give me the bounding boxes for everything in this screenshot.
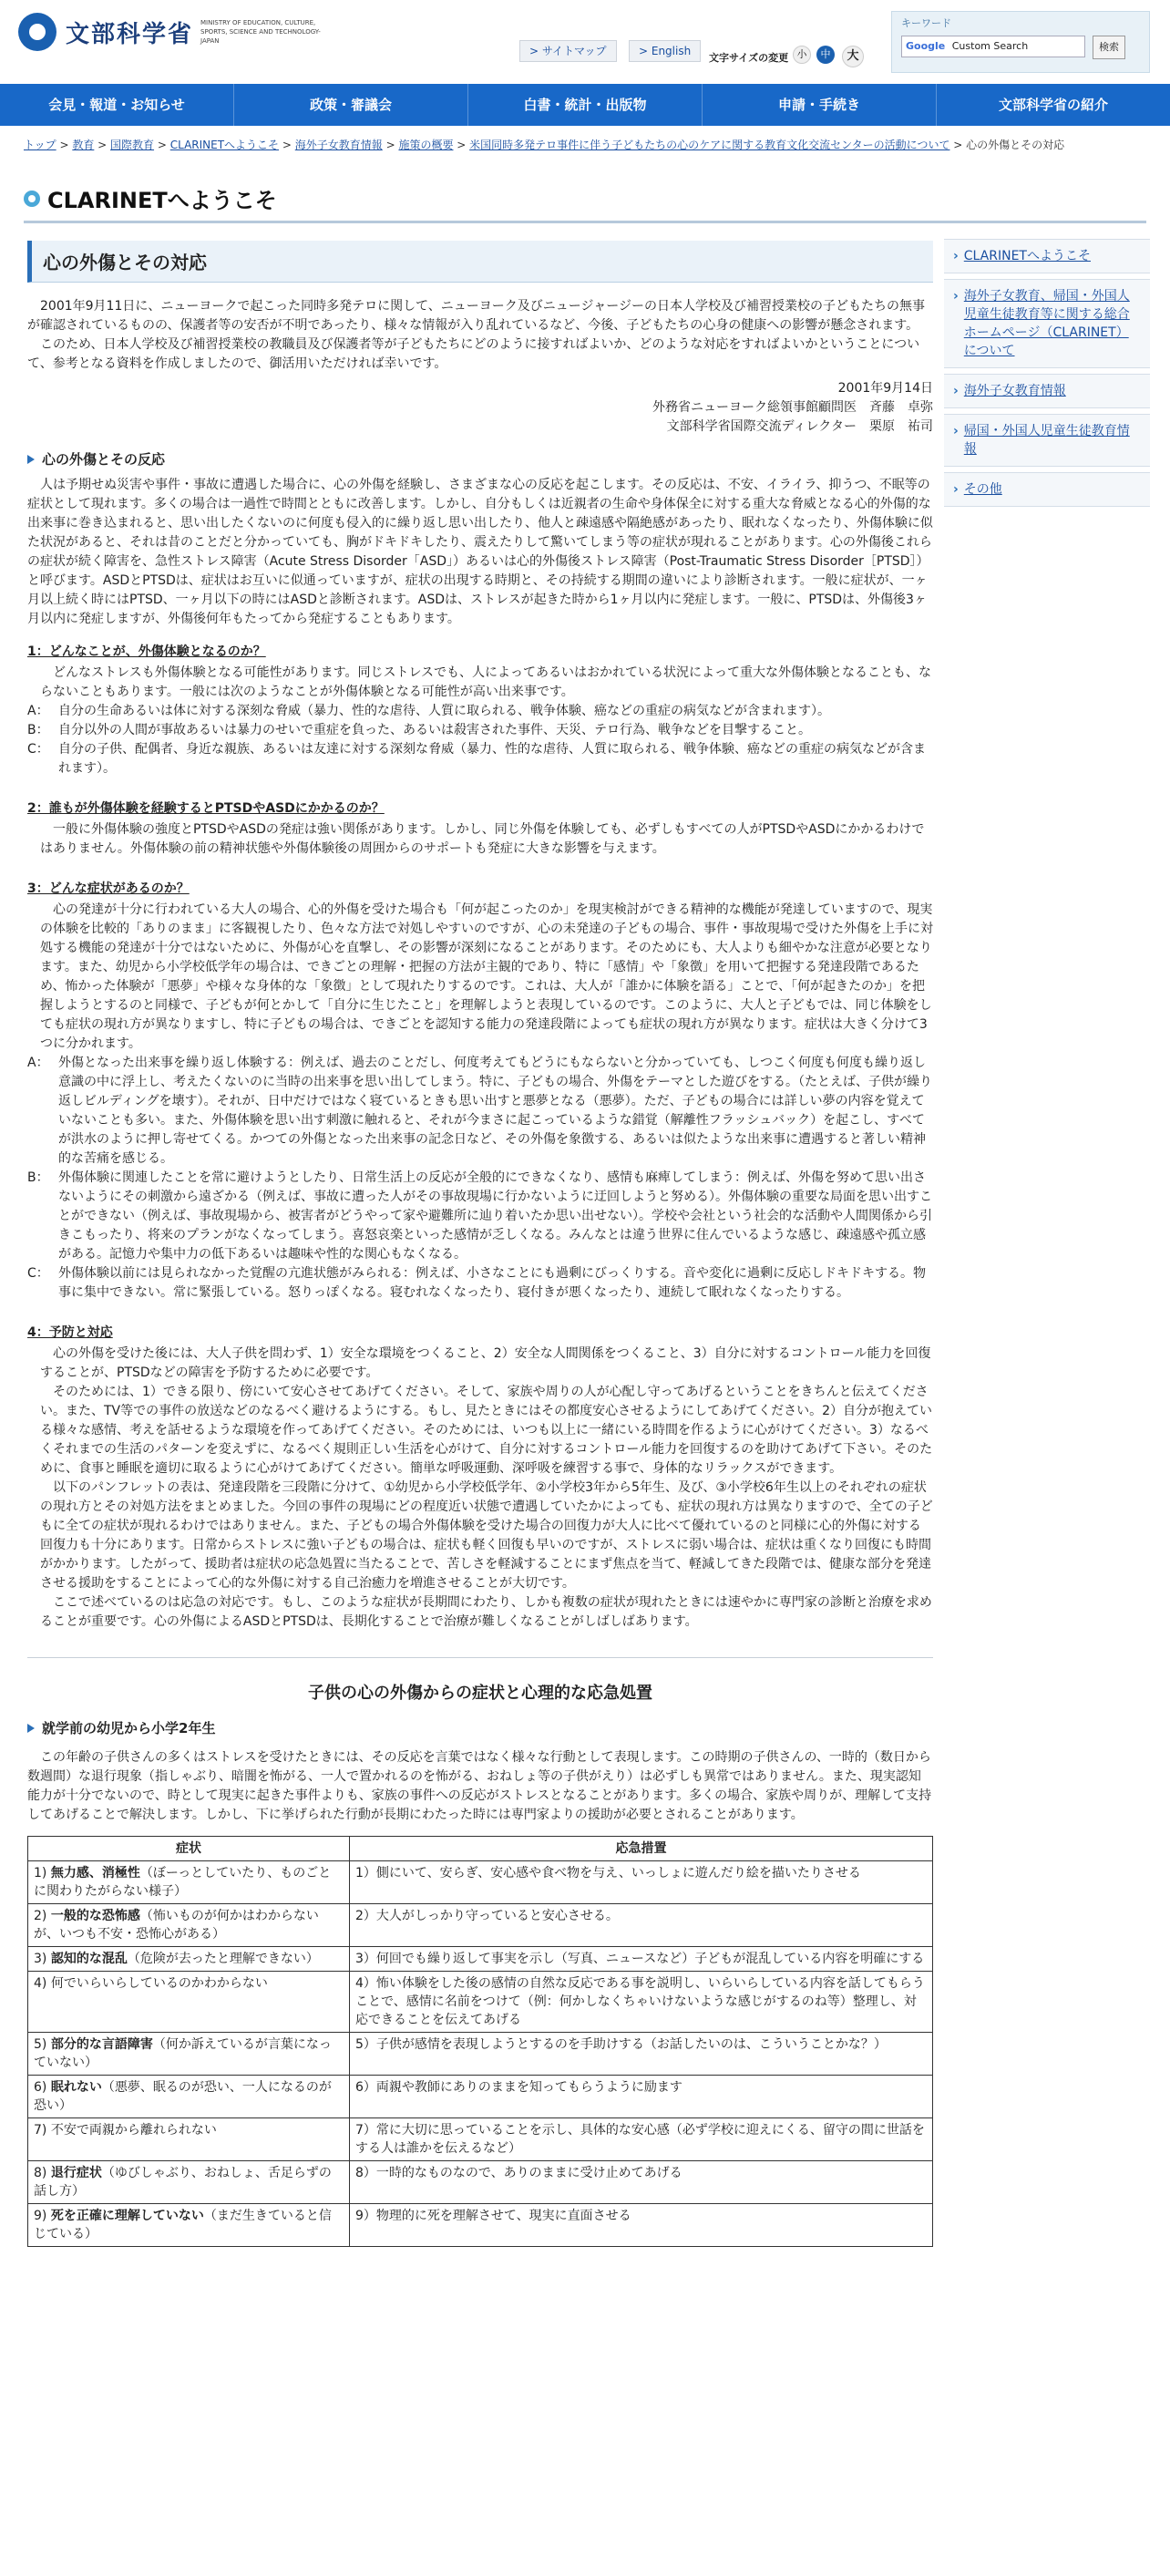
- table-row: [28, 2161, 933, 2204]
- item-key: C：: [27, 1266, 49, 1281]
- row-number: 4): [34, 1976, 47, 1991]
- table-row: [28, 2076, 933, 2118]
- english-link[interactable]: > English: [629, 40, 701, 62]
- sidebar-item-welcome[interactable]: [944, 239, 1150, 273]
- subsection-title: 心の外傷とその反応: [42, 451, 166, 468]
- body-paragraph: 以下のパンフレットの表は、発達段階を三段階に分けて、①幼児から小学校低学年、②小学校3年から5年生、及び、③小学校6年生以上のそれぞれの症状の現れ方とその対処方法をまとめました。今回の事件の現場にどの程度近い状態で遭遇していたかによっても、症状の現れ方は異なりますので、全ての子どもに全ての症状が現れるわけではありません。また、子どもの場合外傷体験を受けた場合の回復力が大人に比べて優れているのと同様に心的外傷に対する回復力も十分にあります。日常からストレスに強い子どもの場合は、症状も軽く回復も早いのですが、ストレスに弱い場合は、症状は重くなり回復にも時間がかかります。したがって、援助者は症状の応急処置に当たることで、苦しさを軽減することにまず焦点を当て、軽減してきた段階では、健康な部分を発達させる援助をすることによって心的な外傷に対する自己治癒力を増進させることが大切です。: [40, 1480, 933, 1591]
- nav-item-publications[interactable]: 白書・統計・出版物: [468, 84, 703, 126]
- search-box: [891, 11, 1150, 73]
- breadcrumb-link[interactable]: CLARINETへようこそ: [169, 139, 280, 151]
- signature: 文部科学省国際交流ディレクター 栗原 祐司: [666, 419, 933, 434]
- sidebar-item-about-clarinet[interactable]: [944, 279, 1150, 368]
- symptom-cell: [28, 1947, 350, 1972]
- symptom-title: 認知的な混乱: [50, 1952, 128, 1966]
- breadcrumb-link[interactable]: 米国同時多発テロ事件に伴う子どもたちの心のケアに関する教育文化交流センターの活動について: [469, 139, 950, 151]
- font-size-large-button[interactable]: 大: [842, 46, 864, 67]
- body-paragraph: 心の外傷を受けた後には、大人子供を問わず、1）安全な環境をつくること、2）安全な人間関係をつくること、3）自分に対するコントロール能力を回復することが、PTSDなどの障害を予防するために必要です。: [40, 1346, 931, 1380]
- section-divider: [27, 1657, 933, 1658]
- row-number: 7): [34, 2123, 47, 2138]
- item-key: C：: [27, 742, 49, 757]
- item-text: 外傷体験以前には見られなかった覚醒の亢進状態がみられる：例えば、小さなことにも過剰にびっくりする。音や変化に過剰に反応しドキドキする。物事に集中できない。常に緊張している。怒りっぽくなる。寝むれなくなったり、寝付きが悪くなったり、連続して眠れなくなったりする。: [58, 1266, 926, 1300]
- sidebar-link[interactable]: 海外子女教育、帰国・外国人児童生徒教育等に関する総合ホームページ（CLARINET）について: [963, 289, 1130, 358]
- symptom-detail: （何か訴えているが言葉になっていない）: [34, 2037, 332, 2070]
- part-heading: 子供の心の外傷からの症状と心理的な応急処置: [308, 1684, 652, 1703]
- sitemap-link[interactable]: > サイトマップ: [519, 40, 617, 62]
- font-size-label: 文字サイズの変更: [709, 52, 789, 64]
- table-header: 応急措置: [350, 1837, 933, 1861]
- site-header: [0, 0, 1170, 75]
- logo-english: MINISTRY OF EDUCATION, CULTURE, SPORTS, SCIENCE AND TECHNOLOGY-JAPAN: [200, 19, 321, 45]
- symptom-detail: （危険が去ったと理解できない）: [127, 1952, 319, 1966]
- body-paragraph: 人は予期せぬ災害や事件・事故に遭遇した場合に、心の外傷を経験し、さまざまな心の反応を起こします。その反応は、不安、イライラ、抑うつ、不眠等の症状として現れます。多くの場合は一過性で時間とともに改善します。しかし、自分もしくは近親者の生命や身体保全に対する重大な脅威となる心的外傷的な出来事に巻き込まれると、思い出したくないのに何度も侵入的に繰り返し思い出したり、他人と疎遠感や隔絶感があったり、眠れなくなったり、外傷体験に似た状況があると、それは昔のことだと分かっていても、胸がドキドキしたり、震えたりして驚いてしまう等の症状が現れることがあります。心の外傷後これらの症状が続く障害を、急性ストレス障害（Acute Stress Disorder「ASD」）あるいは心的外傷後ストレス障害（Post-Traumatic Stress Disorder［PTSD］）と呼びます。ASDとPTSDは、症状はお互いに似通っていますが、症状の出現する時期と、その持続する期間の違いにより診断されます。一般に症状が、一ヶ月以上続く時にはPTSD、一ヶ月以下の時にはASDと診断されます。ASDは、ストレスが起きた時から1ヶ月以内に発症します。一般に、PTSDは、外傷後3ヶ月以内に発症しますが、外傷後何年もたってから発症することもあります。: [27, 478, 933, 626]
- symptom-detail: （ぼーっとしていたり、ものごとに関わりたがらない様子）: [34, 1866, 332, 1899]
- symptom-cell: [28, 1904, 350, 1947]
- font-size-small-button[interactable]: 小: [793, 46, 811, 64]
- symptom-table: [27, 1836, 933, 2247]
- table-row: [28, 1947, 933, 1972]
- symptom-cell: [28, 2204, 350, 2247]
- item-text: 外傷体験に関連したことを常に避けようとしたり、日常生活上の反応が全般的にできなくなり、感情も麻痺してしまう：例えば、外傷を努めて思い出さないようにその刺激から遠ざかる（例えば、事故に遭った人がその事故現場に行かないように迂回しようと努める）。外傷体験の重要な局面を思い出すことができない（例えば、事故現場から、被害者がどうやって家や避難所に辿り着いたか思い出せない）。学校や会社という社会的な活動や人間関係から引きこもったり、将来のプランがなくなってしまう。喜怒哀楽といった感情が乏しくなる。みんなとは違う世界に住んでいるような感じ、疎遠感や孤立感がある。記憶力や集中力の低下あるいは趣味や性的な関心もなくなる。: [58, 1170, 932, 1262]
- row-number: 2): [34, 1909, 47, 1923]
- symptom-title: 部分的な言語障害: [50, 2037, 153, 2052]
- body-paragraph: どんなストレスも外傷体験となる可能性があります。同じストレスでも、人によってあるいはおかれている状況によって重大な外傷体験となることも、ならないこともあります。一般には次のようなことが外傷体験となる可能性が高い出来事です。: [40, 665, 932, 699]
- symptom-cell: [28, 2161, 350, 2204]
- sidebar-item-returnee-education[interactable]: [944, 414, 1150, 467]
- table-row: [28, 2118, 933, 2161]
- sidebar-link[interactable]: その他: [963, 482, 1002, 497]
- subsection-heading: [27, 449, 933, 469]
- chevron-right-icon: ›: [953, 249, 959, 263]
- list-item: [27, 1169, 933, 1264]
- symptom-detail: （ゆびしゃぶり、おねしょ、舌足らずの話し方）: [34, 2166, 332, 2199]
- item-text: 自分以外の人間が事故あるいは暴力のせいで重症を負った、あるいは殺害された事件、天災、テロ行為、戦争などを目撃すること。: [58, 723, 811, 737]
- action-cell: 1）側にいて、安らぎ、安心感や食べ物を与え、いっしょに遊んだり絵を描いたりさせる: [350, 1861, 933, 1904]
- symptom-detail: 不安で両親から離れられない: [50, 2123, 217, 2138]
- nav-item-policy[interactable]: 政策・審議会: [234, 84, 468, 126]
- signature: 外務省ニューヨーク総領事館顧問医 斉藤 卓弥: [652, 400, 933, 415]
- nav-item-procedures[interactable]: 申請・手続き: [703, 84, 937, 126]
- item-text: 自分の子供、配偶者、身近な親族、あるいは友達に対する深刻な脅威（暴力、性的な虐待、人質に取られる、戦争体験、癌などの重症の病気などが含まれます）。: [58, 742, 926, 776]
- action-cell: 4）怖い体験をした後の感情の自然な反応である事を説明し、いらいらしている内容を話してもらうことで、感情に名前をつけて（例：何かしなくちゃいけないような感じがするのね等）整理し、対応できることを伝えてあげる: [350, 1972, 933, 2033]
- action-cell: 7）常に大切に思っていることを示し、具体的な安心感（必ず学校に迎えにくる、留守の間に世話をする人は誰かを伝えるなど）: [350, 2118, 933, 2161]
- site-logo[interactable]: [18, 13, 328, 51]
- symptom-title: 無力感、消極性: [50, 1866, 140, 1880]
- sidebar-link[interactable]: CLARINETへようこそ: [963, 249, 1091, 263]
- triangle-bullet-icon: [27, 1724, 35, 1733]
- chevron-right-icon: ›: [953, 482, 959, 497]
- page-title-text: CLARINETへようこそ: [47, 188, 277, 213]
- symptom-cell: [28, 1861, 350, 1904]
- logo-text: 文部科学省: [66, 20, 194, 48]
- main-content: [27, 241, 933, 2247]
- breadcrumb-link[interactable]: トップ: [24, 139, 56, 151]
- symptom-cell: [28, 2076, 350, 2118]
- sidebar-item-other[interactable]: [944, 472, 1150, 507]
- table-row: [28, 1972, 933, 2033]
- row-number: 5): [34, 2037, 47, 2052]
- search-input[interactable]: [901, 36, 1085, 57]
- item-text: 自分の生命あるいは体に対する深刻な脅威（暴力、性的な虐待、人質に取られる、戦争体験、癌などの重症の病気などが含まれます）。: [58, 704, 830, 718]
- google-logo-text: Google: [906, 40, 946, 52]
- chevron-right-icon: ›: [953, 384, 959, 398]
- body-paragraph: 心の発達が十分に行われている大人の場合、心的外傷を受けた場合も「何が起こったのか」を現実検討ができる精神的な機能が発達していますので、現実の体験を比較的「ありのまま」に客観視したり、色々な方法で対処しやすいのですが、心の未発達の子どもの場合、事件・事故現場で受けた外傷を上手に対処する機能の発達が十分ではないために、外傷が心を直撃し、その影響が深刻になることがあります。そのためにも、大人よりも細やかな注意が必要となります。また、幼児から小学校低学年の場合は、できごとの理解・把握の方法が主観的であり、特に「感情」や「象徴」を用いて把握する発達段階であるため、怖かった体験が「悪夢」や様々な身体的な「象徴」として現れたりするのです。これは、大人が「誰かに体験を語る」ことで、「何が起きたのか」を把握しようとするのと同様で、子どもが何とかして「自分に生じたこと」を理解しようと表現しているのです。このように、大人と子どもでは、同じ体験をしても症状の現れ方が異なりますし、特に子どもの場合は、できごとを認知する能力の発達段階によっても症状の現れ方が異なります。症状は大きく分けて3つに分かれます。: [40, 902, 933, 1051]
- keyword-label: キーワード: [901, 17, 951, 29]
- question-heading: 2：誰もが外傷体験を経験するとPTSDやASDにかかるのか？: [27, 801, 385, 816]
- breadcrumb: トップ > 教育 > 国際教育 > CLARINETへようこそ > 海外子女教育情報 > 施策の概要 > 米国同時多発テロ事件に伴う子どもたちの心のケアに関する教育文化交流センターの活動について > 心の外傷とその対応: [24, 139, 1065, 151]
- table-row: [28, 1861, 933, 1904]
- symptom-title: 一般的な恐怖感: [50, 1909, 140, 1923]
- ministry-logo-icon: [18, 13, 56, 51]
- body-paragraph: この年齢の子供さんの多くはストレスを受けたときには、その反応を言葉ではなく様々な行動として表現します。この時期の子供さんの、一時的（数日から数週間）な退行現象（指しゃぶり、暗闇を怖がる、一人で置かれるのを怖がる、おねしょ等の子供がえり）は必ずしも異常ではありません。また、現実認知能力が十分でないので、時として現実に起きた事件よりも、家族の事件への反応がストレスとなることがあります。多くの場合、家族や周りが、理解して支持してあげることで解決します。しかし、下に挙げられた行動が長期にわたった時には専門家よりの援助が必要とされることがあります。: [27, 1750, 932, 1822]
- date: 2001年9月14日: [837, 381, 933, 396]
- page-title: [24, 182, 277, 214]
- table-header-row: [28, 1837, 933, 1861]
- search-button[interactable]: 検索: [1093, 36, 1125, 59]
- body-paragraph: そのためには、1）できる限り、傍にいて安心させてあげてください。そして、家族や周りの人が心配し守ってあげるということをきちんと伝えてください。また、TV等での事件の放送などのなるべく避けるようにする。もし、見たときにはその都度安心させるようにしてあげてください。2）自分が抱えている様々な感情、考えを話せるような環境を作ってあげてください。そのためには、いつも以上に一緒にいる時間を作るように心がけてください。3）なるべくそれまでの生活のパターンを変えずに、なるべく規則正しい生活を心がけて、自分に対するコントロール能力を回復するのを助けてあげて下さい。そのために、食事と睡眠を適切に取るように心がけてあげてください。簡単な呼吸運動、深呼吸を練習する事で、身体的なリラックスができます。: [40, 1385, 933, 1476]
- question-heading: 3：どんな症状があるのか？: [27, 881, 190, 896]
- row-number: 8): [34, 2166, 47, 2180]
- row-number: 1): [34, 1866, 47, 1880]
- list-item: [27, 702, 933, 721]
- item-key: B：: [27, 723, 49, 737]
- search-placeholder: Custom Search: [951, 40, 1029, 52]
- action-cell: 8）一時的なものなので、ありのままに受け止めてあげる: [350, 2161, 933, 2204]
- body-paragraph: 一般に外傷体験の強度とPTSDやASDの発症は強い関係があります。しかし、同じ外傷を体験しても、必ずしもすべての人がPTSDやASDにかかるわけではありません。外傷体験の前の精神状態や外傷体験後の周囲からのサポートも発症に大きな影響を与えます。: [40, 822, 925, 856]
- title-divider: [24, 221, 1146, 223]
- action-cell: 5）子供が感情を表現しようとするのを手助けする（お話したいのは、こういうことかな？）: [350, 2033, 933, 2076]
- action-cell: 3）何回でも繰り返して事実を示し（写真、ニュースなど）子どもが混乱している内容を明確にする: [350, 1947, 933, 1972]
- sidebar-link[interactable]: 帰国・外国人児童生徒教育情報: [963, 424, 1130, 457]
- body-paragraph: ここで述べているのは応急の対応です。もし、このような症状が長期間にわたり、しかも複数の症状が現れたときには速やかに専門家の診断と治療を求めることが重要です。心の外傷によるASDとPTSDは、長期化することで治療が難しくなることがしばしばあります。: [40, 1595, 932, 1629]
- chevron-right-icon: ›: [953, 424, 959, 438]
- table-row: [28, 2033, 933, 2076]
- breadcrumb-link[interactable]: 施策の概要: [398, 139, 454, 151]
- symptom-title: 退行症状: [50, 2166, 102, 2180]
- row-number: 9): [34, 2209, 47, 2223]
- intro-paragraph: 2001年9月11日に、ニューヨークで起こった同時多発テロに関して、ニューヨーク及びニュージャージーの日本人学校及び補習授業校の子どもたちの無事が確認されているものの、保護者等の安否が不明であったり、様々な情報が入り乱れているなど、今後、子どもたちの心身の健康への影響が懸念されます。: [27, 299, 925, 333]
- list-item: [27, 740, 933, 778]
- circle-bullet-icon: [24, 191, 40, 207]
- breadcrumb-current: 心の外傷とその対応: [966, 139, 1065, 151]
- action-cell: 2）大人がしっかり守っていると安心させる。: [350, 1904, 933, 1947]
- item-key: B：: [27, 1170, 49, 1185]
- symptom-detail: （まだ生きていると信じている）: [34, 2209, 332, 2241]
- symptom-cell: [28, 2118, 350, 2161]
- table-row: [28, 1904, 933, 1947]
- row-number: 3): [34, 1952, 47, 1966]
- list-item: [27, 1054, 933, 1169]
- subsection-title: 就学前の幼児から小学2年生: [42, 1720, 216, 1736]
- intro-paragraph: このため、日本人学校及び補習授業校の教職員及び保護者等が子どもたちにどのように接すればよいか、どのような対応をすればよいかということについて、参考となる資料を作成しましたので、御活用いただければ幸いです。: [27, 337, 920, 371]
- item-text: 外傷となった出来事を繰り返し体験する：例えば、過去のことだし、何度考えてもどうにもならないと分かっていても、しつこく何度も何度も繰り返し意識の中に浮上し、考えたくないのに当時の出来事を思い出してしまう。特に、子どもの場合、外傷をテーマとした遊びをする。（たとえば、子供が繰り返しビルディングを壊す）。それが、日中だけではなく寝ているときも思い出すと悪夢となる（悪夢）。ただ、子どもの場合には詳しい夢の内容を覚えていないことも多い。また、外傷体験を思い出す刺激に触れると、それが今まさに起こっているような錯覚（解離性フラッシュバック）を起こし、すべてが洪水のように押し寄せてくる。かつての外傷となった出来事の記念日など、その外傷を象徴する、あるいは似たような出来事に遭遇すると著しい精神的な苦痛を感じる。: [58, 1056, 932, 1166]
- action-cell: 6）両親や教師にありのままを知ってもらうように励ます: [350, 2076, 933, 2118]
- symptom-cell: [28, 1972, 350, 2033]
- chevron-right-icon: ›: [953, 289, 959, 304]
- sidebar-link[interactable]: 海外子女教育情報: [963, 384, 1066, 398]
- section-heading: 心の外傷とその対応: [27, 241, 933, 283]
- sidebar-item-overseas-education[interactable]: [944, 374, 1150, 408]
- symptom-detail: （悪夢、眠るのが恐い、一人になるのが恐い）: [34, 2080, 332, 2113]
- symptom-title: 眠れない: [50, 2080, 102, 2095]
- symptom-title: 死を正確に理解していない: [50, 2209, 204, 2223]
- item-key: A：: [27, 704, 49, 718]
- question-heading: 1：どんなことが、外傷体験となるのか？: [27, 644, 266, 659]
- nav-item-about[interactable]: 文部科学省の紹介: [998, 97, 1108, 113]
- table-header: 症状: [28, 1837, 350, 1861]
- symptom-detail: 何でいらいらしているのかわからない: [50, 1976, 268, 1991]
- question-heading: 4：予防と対応: [27, 1325, 113, 1340]
- font-size-medium-button[interactable]: 中: [816, 46, 835, 64]
- item-key: A：: [27, 1056, 49, 1070]
- breadcrumb-link[interactable]: 国際教育: [110, 139, 155, 151]
- global-nav: [0, 84, 1170, 126]
- row-number: 6): [34, 2080, 47, 2095]
- nav-item-news[interactable]: 会見・報道・お知らせ: [0, 84, 234, 126]
- action-cell: 9）物理的に死を理解させて、現実に直面させる: [350, 2204, 933, 2247]
- list-item: [27, 721, 933, 740]
- list-item: [27, 1264, 933, 1303]
- subsection-heading: [27, 1718, 933, 1737]
- breadcrumb-link[interactable]: 海外子女教育情報: [294, 139, 383, 151]
- symptom-cell: [28, 2033, 350, 2076]
- breadcrumb-link[interactable]: 教育: [72, 139, 95, 151]
- sidebar: [944, 239, 1150, 512]
- symptom-detail: （怖いものが何かはわからないが、いつも不安・恐怖心がある）: [34, 1909, 319, 1942]
- table-row: [28, 2204, 933, 2247]
- triangle-bullet-icon: [27, 455, 35, 464]
